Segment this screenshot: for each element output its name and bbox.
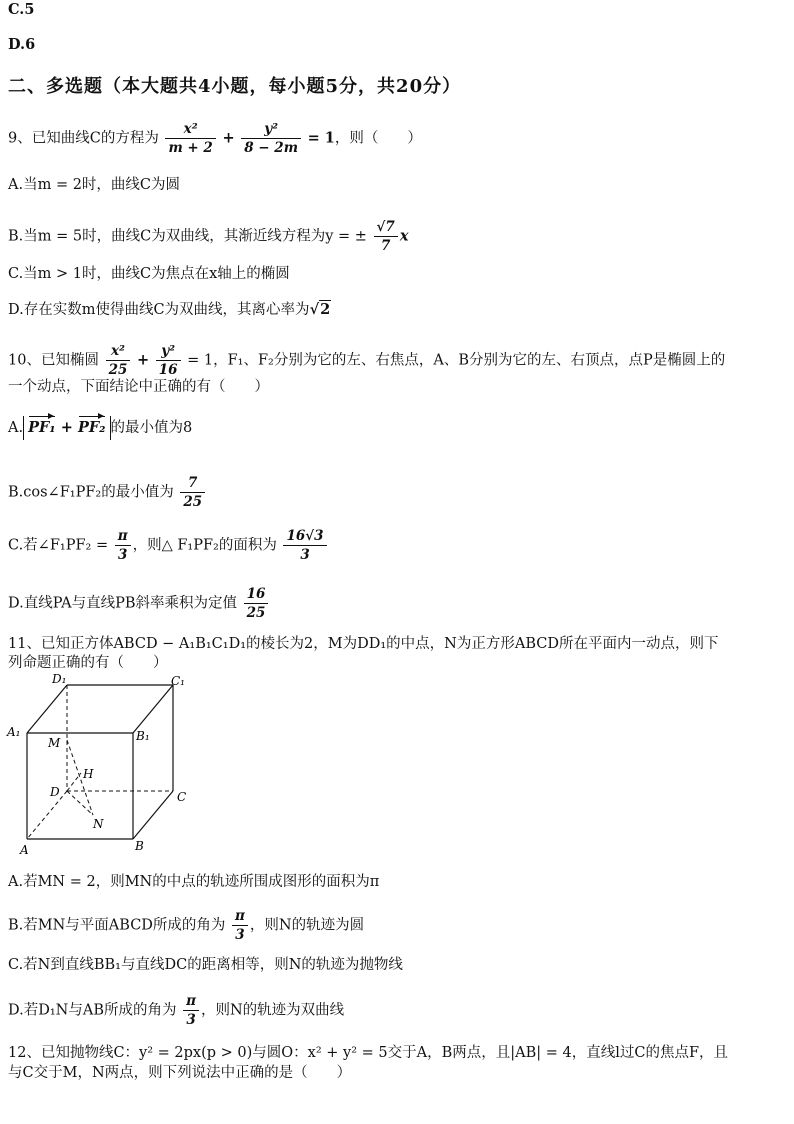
q10-vec-pf2: PF₂ <box>77 419 106 436</box>
q9-stem-suffix: ，则（ ） <box>334 130 422 147</box>
q9-option-d <box>8 300 331 320</box>
q11-b-frac <box>232 907 248 944</box>
q10-b-frac-den: 25 <box>183 494 203 510</box>
q10-d-frac-den: 25 <box>246 605 266 621</box>
q9-d-sqrt: √2 <box>309 301 331 318</box>
q9-option-b <box>8 218 408 255</box>
q10-c-area-den: 3 <box>300 547 310 563</box>
q11-option-c: C.若N到直线BB₁与直线DC的距离相等，则N的轨迹为抛物线 <box>8 957 403 973</box>
q11-b-suffix: ，则N的轨迹为圆 <box>249 917 365 934</box>
q10-frac-x-den: 25 <box>108 362 128 378</box>
q11-stem-line1: 11、已知正方体ABCD − A₁B₁C₁D₁的棱长为2，M为DD₁的中点，N为正方形ABCD所在平面内一动点，则下 <box>8 636 719 652</box>
q11-b-prefix: B.若MN与平面ABCD所成的角为 <box>8 917 226 934</box>
q11-option-a: A.若MN = 2，则MN的中点的轨迹所围成图形的面积为π <box>8 874 380 890</box>
label-h: H <box>83 767 94 781</box>
q10-b-text: B.cos∠F₁PF₂的最小值为 <box>8 484 174 501</box>
q10-d-frac <box>244 585 269 622</box>
label-b1: B₁ <box>136 729 150 743</box>
q10-a-prefix: A. <box>8 420 24 436</box>
q10-a-abs: PF₁ + PF₂ <box>23 416 110 440</box>
q12-stem-line2: 与C交于M，N两点，则下列说法中正确的是（ ） <box>8 1065 352 1081</box>
q9-b-x: x <box>399 227 409 245</box>
q10-b-frac <box>180 474 205 511</box>
q11-stem-line2: 列命题正确的有（ ） <box>8 655 168 671</box>
q10-stem-line2: 一个动点，下面结论中正确的有（ ） <box>8 379 269 395</box>
q9-b-frac <box>374 218 398 255</box>
q10-c-frac <box>115 527 131 564</box>
q11-b-frac-den: 3 <box>235 927 245 943</box>
q9-b-frac-num: √7 <box>374 218 398 237</box>
q10-vec-pf1: PF₁ <box>28 419 56 436</box>
label-m: M <box>48 736 61 750</box>
q11-d-frac-num: π <box>183 992 199 1011</box>
q10-d-frac-num: 16 <box>244 585 269 604</box>
q10-c-prefix: C.若∠F₁PF₂ = <box>8 537 109 554</box>
q10-option-a <box>8 416 192 440</box>
q10-c-area-frac <box>283 527 326 564</box>
q10-c-frac-den: 3 <box>117 547 128 563</box>
q10-option-d <box>8 585 270 622</box>
q9-option-a: A.当m = 2时，曲线C为圆 <box>8 177 181 193</box>
q10-a-suffix: 的最小值为8 <box>110 420 193 436</box>
q11-d-frac <box>183 992 199 1029</box>
q10-d-text: D.直线PA与直线PB斜率乘积为定值 <box>8 595 238 612</box>
q11-option-d <box>8 992 344 1029</box>
option-d-prev: D.6 <box>8 36 36 53</box>
q9-d-root: 2 <box>320 301 331 318</box>
q9-frac-y-num: y² <box>241 120 301 139</box>
q10-c-frac-num: π <box>115 527 131 546</box>
q9-stem: 9、已知曲线C的方程为 $\frac{\text{x²}}{m + 2}$ + $\frac{\text{y²}}{8 - 2m}$ = 1，则（ ） <box>8 121 422 156</box>
q10-option-b <box>8 474 207 511</box>
q11-b-frac-num: π <box>232 907 248 926</box>
q10-frac-y <box>156 342 181 379</box>
q9-option-b-text: B.当m = 5时，曲线C为双曲线，其渐近线方程为y = ± <box>8 228 367 245</box>
q9-frac-x-den: m + 2 <box>168 140 213 156</box>
q9-stem-prefix: 9、已知曲线C的方程为 <box>8 130 159 147</box>
q10-option-c <box>8 527 329 564</box>
label-d: D <box>50 785 60 799</box>
q9-b-frac-den: 7 <box>380 238 391 254</box>
q10-c-mid: ，则△ F₁PF₂的面积为 <box>132 537 277 554</box>
q9-eq: = 1 <box>307 129 335 147</box>
q10-b-frac-num: 7 <box>180 474 205 493</box>
label-b: B <box>135 839 144 853</box>
q11-d-frac-den: 3 <box>186 1012 196 1028</box>
label-c: C <box>177 790 187 804</box>
label-c1: C₁ <box>171 674 185 688</box>
q9-frac-y <box>241 120 301 157</box>
q9-option-c: C.当m > 1时，曲线C为焦点在x轴上的椭圆 <box>8 266 290 282</box>
q10-stem-mid: = 1，F₁、F₂分别为它的左、右焦点，A、B分别为它的左、右顶点，点P是椭圆上的 <box>187 352 726 369</box>
label-n: N <box>93 817 104 831</box>
q10-frac-x <box>106 342 131 379</box>
option-c-prev: C.5 <box>8 1 35 18</box>
q12-stem-line1: 12、已知抛物线C：y² = 2px(p > 0)与圆O：x² + y² = 5交于A，B两点，且|AB| = 4，直线l过C的焦点F，且 <box>8 1045 729 1061</box>
label-a: A <box>20 843 29 857</box>
q10-stem-prefix: 10、已知椭圆 <box>8 352 99 369</box>
q11-d-suffix: ，则N的轨迹为双曲线 <box>200 1002 345 1019</box>
q11-d-prefix: D.若D₁N与AB所成的角为 <box>8 1002 177 1019</box>
q11-option-b <box>8 907 364 944</box>
q9-frac-y-den: 8 − 2m <box>244 140 298 156</box>
q10-stem: 10、已知椭圆 $\frac{\text{x²}}{25}$ + $\frac{\text{y²}}{16}$ = 1，F₁、F₂分别为它的左、右焦点，A、B分别为它的左、右顶点，点P是椭圆上的 <box>8 343 726 378</box>
q9-frac-x-num: x² <box>165 120 215 139</box>
q9-frac-x <box>165 120 215 157</box>
q10-frac-x-num: x² <box>106 342 131 361</box>
q9-option-d-text: D.存在实数m使得曲线C为双曲线，其离心率为 <box>8 302 310 318</box>
label-d1: D₁ <box>52 672 67 686</box>
q10-c-area-num: 16√3 <box>283 527 326 546</box>
label-a1: A₁ <box>7 725 21 739</box>
q10-frac-y-den: 16 <box>158 362 178 378</box>
q10-frac-y-num: y² <box>156 342 181 361</box>
section-heading: 二、多选题（本大题共4小题，每小题5分，共20分） <box>8 76 462 97</box>
cube-figure <box>5 670 200 860</box>
